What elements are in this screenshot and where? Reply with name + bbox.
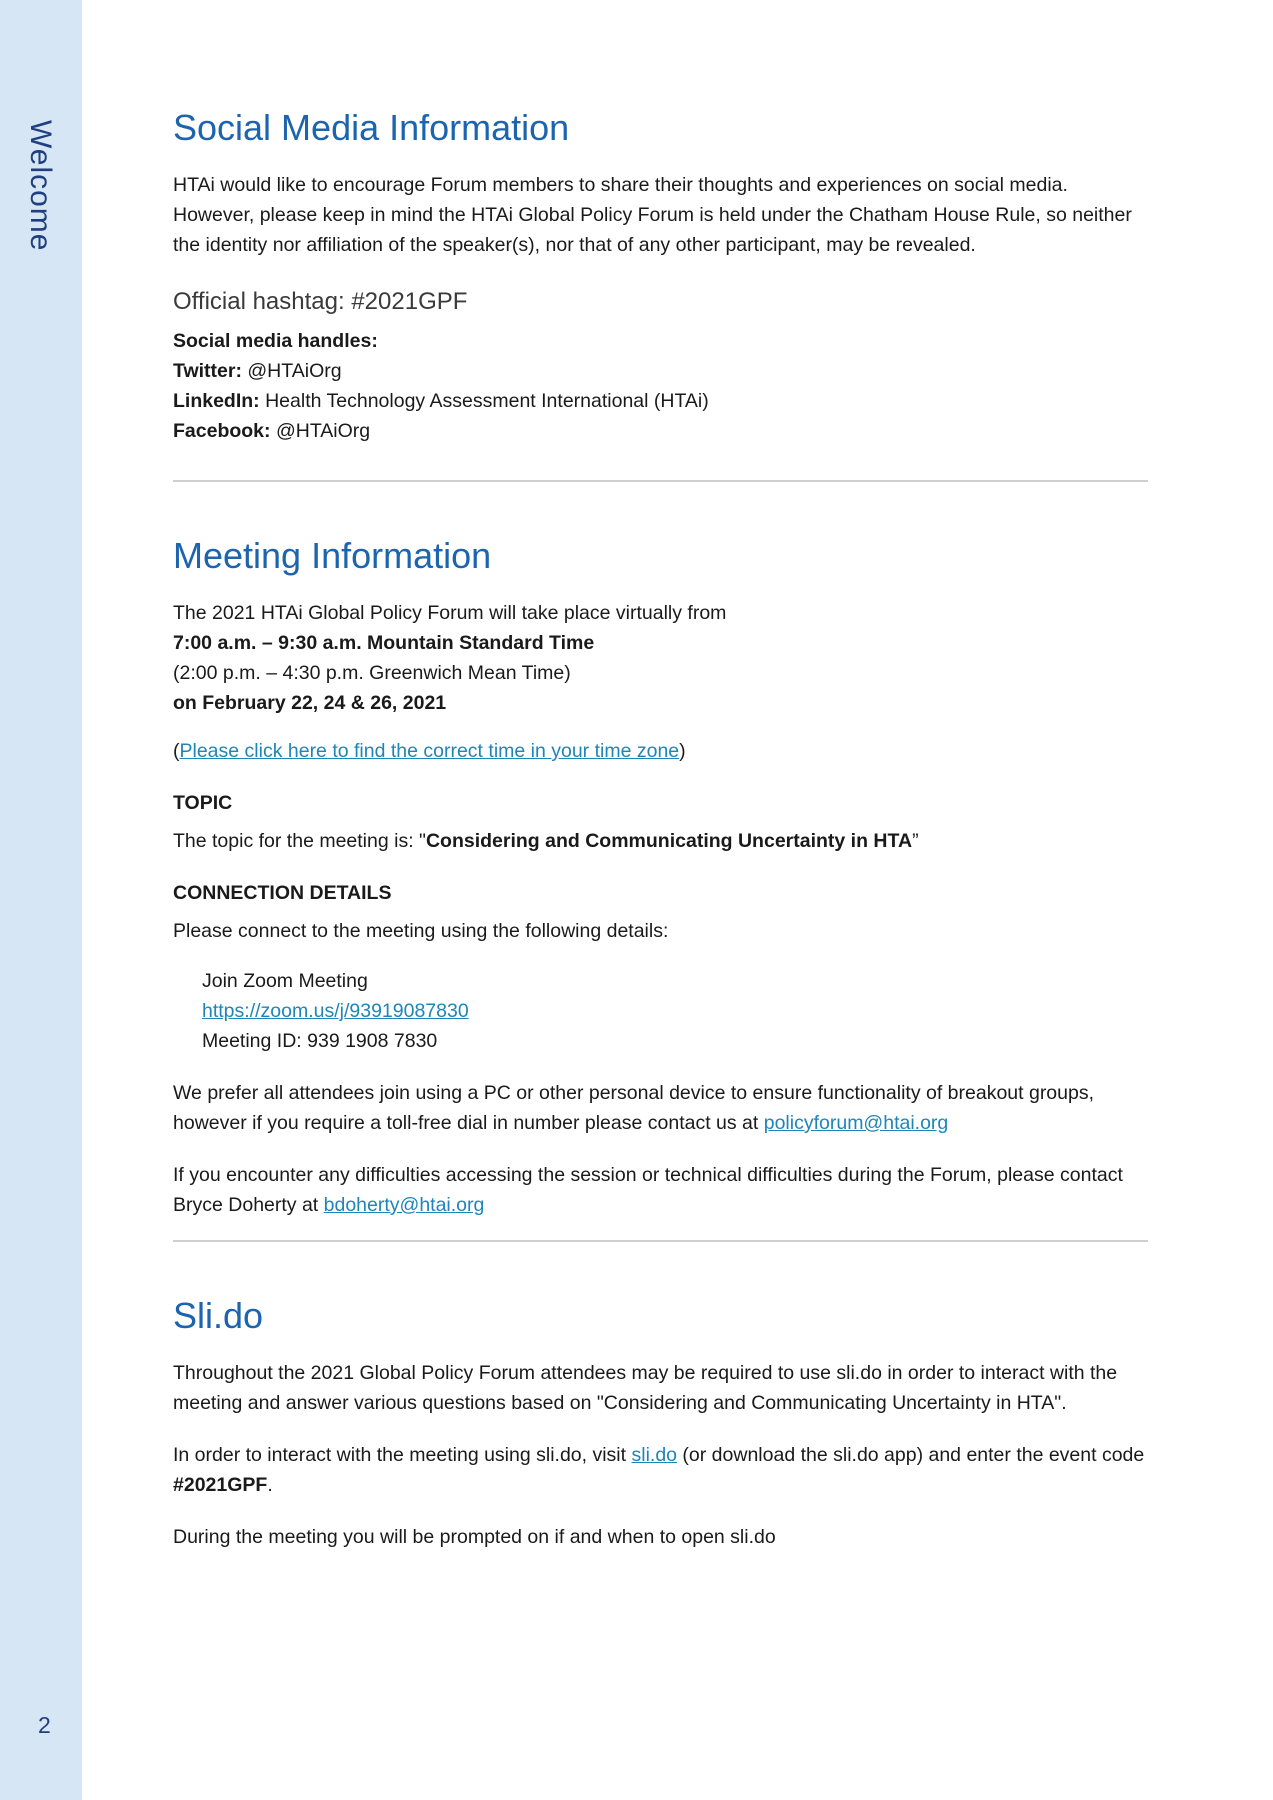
tz-open-paren: ( <box>173 740 180 762</box>
topic-name: Considering and Communicating Uncertainty in HTA <box>425 830 913 852</box>
official-hashtag: Official hashtag: #2021GPF <box>173 288 468 315</box>
zoom-link[interactable]: https://zoom.us/j/93919087830 <box>202 1000 469 1022</box>
slido-instr-prefix: In order to interact with the meeting using sli.do, visit <box>173 1444 632 1466</box>
meeting-section <box>173 532 1148 1220</box>
device-preference <box>173 1078 1148 1138</box>
meeting-title: Meeting Information <box>173 535 492 576</box>
difficulties-text: If you encounter any difficulties accessing the session or technical difficulties during the Forum, please contact Bryce Doherty at <box>173 1164 1123 1216</box>
twitter-handle: @HTAiOrg <box>241 360 342 382</box>
schedule-dates: on February 22, 24 & 26, 2021 <box>173 692 447 714</box>
meeting-schedule <box>173 598 1148 718</box>
twitter-label: Twitter: <box>173 360 242 382</box>
schedule-gmt: (2:00 p.m. – 4:30 p.m. Greenwich Mean Time) <box>173 662 571 684</box>
page-number: 2 <box>38 1712 51 1738</box>
zoom-label: Join Zoom Meeting <box>202 970 368 992</box>
section-label <box>16 120 64 260</box>
social-media-intro: HTAi would like to encourage Forum members to share their thoughts and experiences on social media. However, please keep in mind the HTAi Global Policy Forum is held under the Chatham House Rule, so neither the identity nor affiliation of the speaker(s), nor that of any other participant, may be revealed. <box>173 174 1132 256</box>
topic-heading: TOPIC <box>173 792 233 814</box>
connection-heading: CONNECTION DETAILS <box>173 882 392 904</box>
meeting-id: Meeting ID: 939 1908 7830 <box>202 1030 438 1052</box>
difficulties-contact <box>173 1160 1148 1220</box>
topic-prefix: The topic for the meeting is: " <box>173 830 426 852</box>
timezone-line <box>173 736 1148 766</box>
social-media-title: Social Media Information <box>173 107 570 148</box>
sidebar <box>0 0 82 1800</box>
policyforum-email-link[interactable]: policyforum@htai.org <box>763 1112 949 1134</box>
slido-instructions <box>173 1440 1148 1500</box>
tz-close-paren: ) <box>679 740 686 762</box>
zoom-details <box>173 966 1148 1056</box>
event-code: #2021GPF <box>173 1474 268 1496</box>
slido-instr-middle: (or download the sli.do app) and enter the event code <box>677 1444 1145 1466</box>
bdoherty-email-link[interactable]: bdoherty@htai.org <box>323 1194 485 1216</box>
slido-instr-end: . <box>267 1474 273 1496</box>
slido-prompt-note: During the meeting you will be prompted on if and when to open sli.do <box>173 1526 776 1548</box>
topic-text <box>173 826 1148 856</box>
slido-section <box>173 1292 1148 1552</box>
connection-intro: Please connect to the meeting using the following details: <box>173 920 669 942</box>
slido-link[interactable]: sli.do <box>631 1444 678 1466</box>
timezone-link[interactable]: Please click here to find the correct time in your time zone <box>179 740 680 762</box>
slido-intro: Throughout the 2021 Global Policy Forum attendees may be required to use sli.do in order to interact with the meeting and answer various questions based on "Considering and Communicating Uncertainty in HTA". <box>173 1362 1118 1414</box>
topic-suffix: ” <box>912 830 919 852</box>
page-content <box>173 104 1148 1552</box>
schedule-mst: 7:00 a.m. – 9:30 a.m. Mountain Standard Time <box>173 632 595 654</box>
section-divider <box>173 1240 1148 1242</box>
handles-list <box>173 326 1148 446</box>
social-media-section <box>173 104 1148 446</box>
section-divider <box>173 480 1148 482</box>
facebook-label: Facebook: <box>173 420 271 442</box>
facebook-handle: @HTAiOrg <box>270 420 371 442</box>
section-label-text: Welcome <box>24 120 57 252</box>
linkedin-handle: Health Technology Assessment International (HTAi) <box>259 390 709 412</box>
slido-title: Sli.do <box>173 1295 264 1336</box>
device-preference-text: We prefer all attendees join using a PC or other personal device to ensure functionality of breakout groups, however if you require a toll-free dial in number please contact us at <box>173 1082 1095 1134</box>
schedule-intro: The 2021 HTAi Global Policy Forum will take place virtually from <box>173 602 727 624</box>
linkedin-label: LinkedIn: <box>173 390 260 412</box>
handles-heading: Social media handles: <box>173 330 378 352</box>
